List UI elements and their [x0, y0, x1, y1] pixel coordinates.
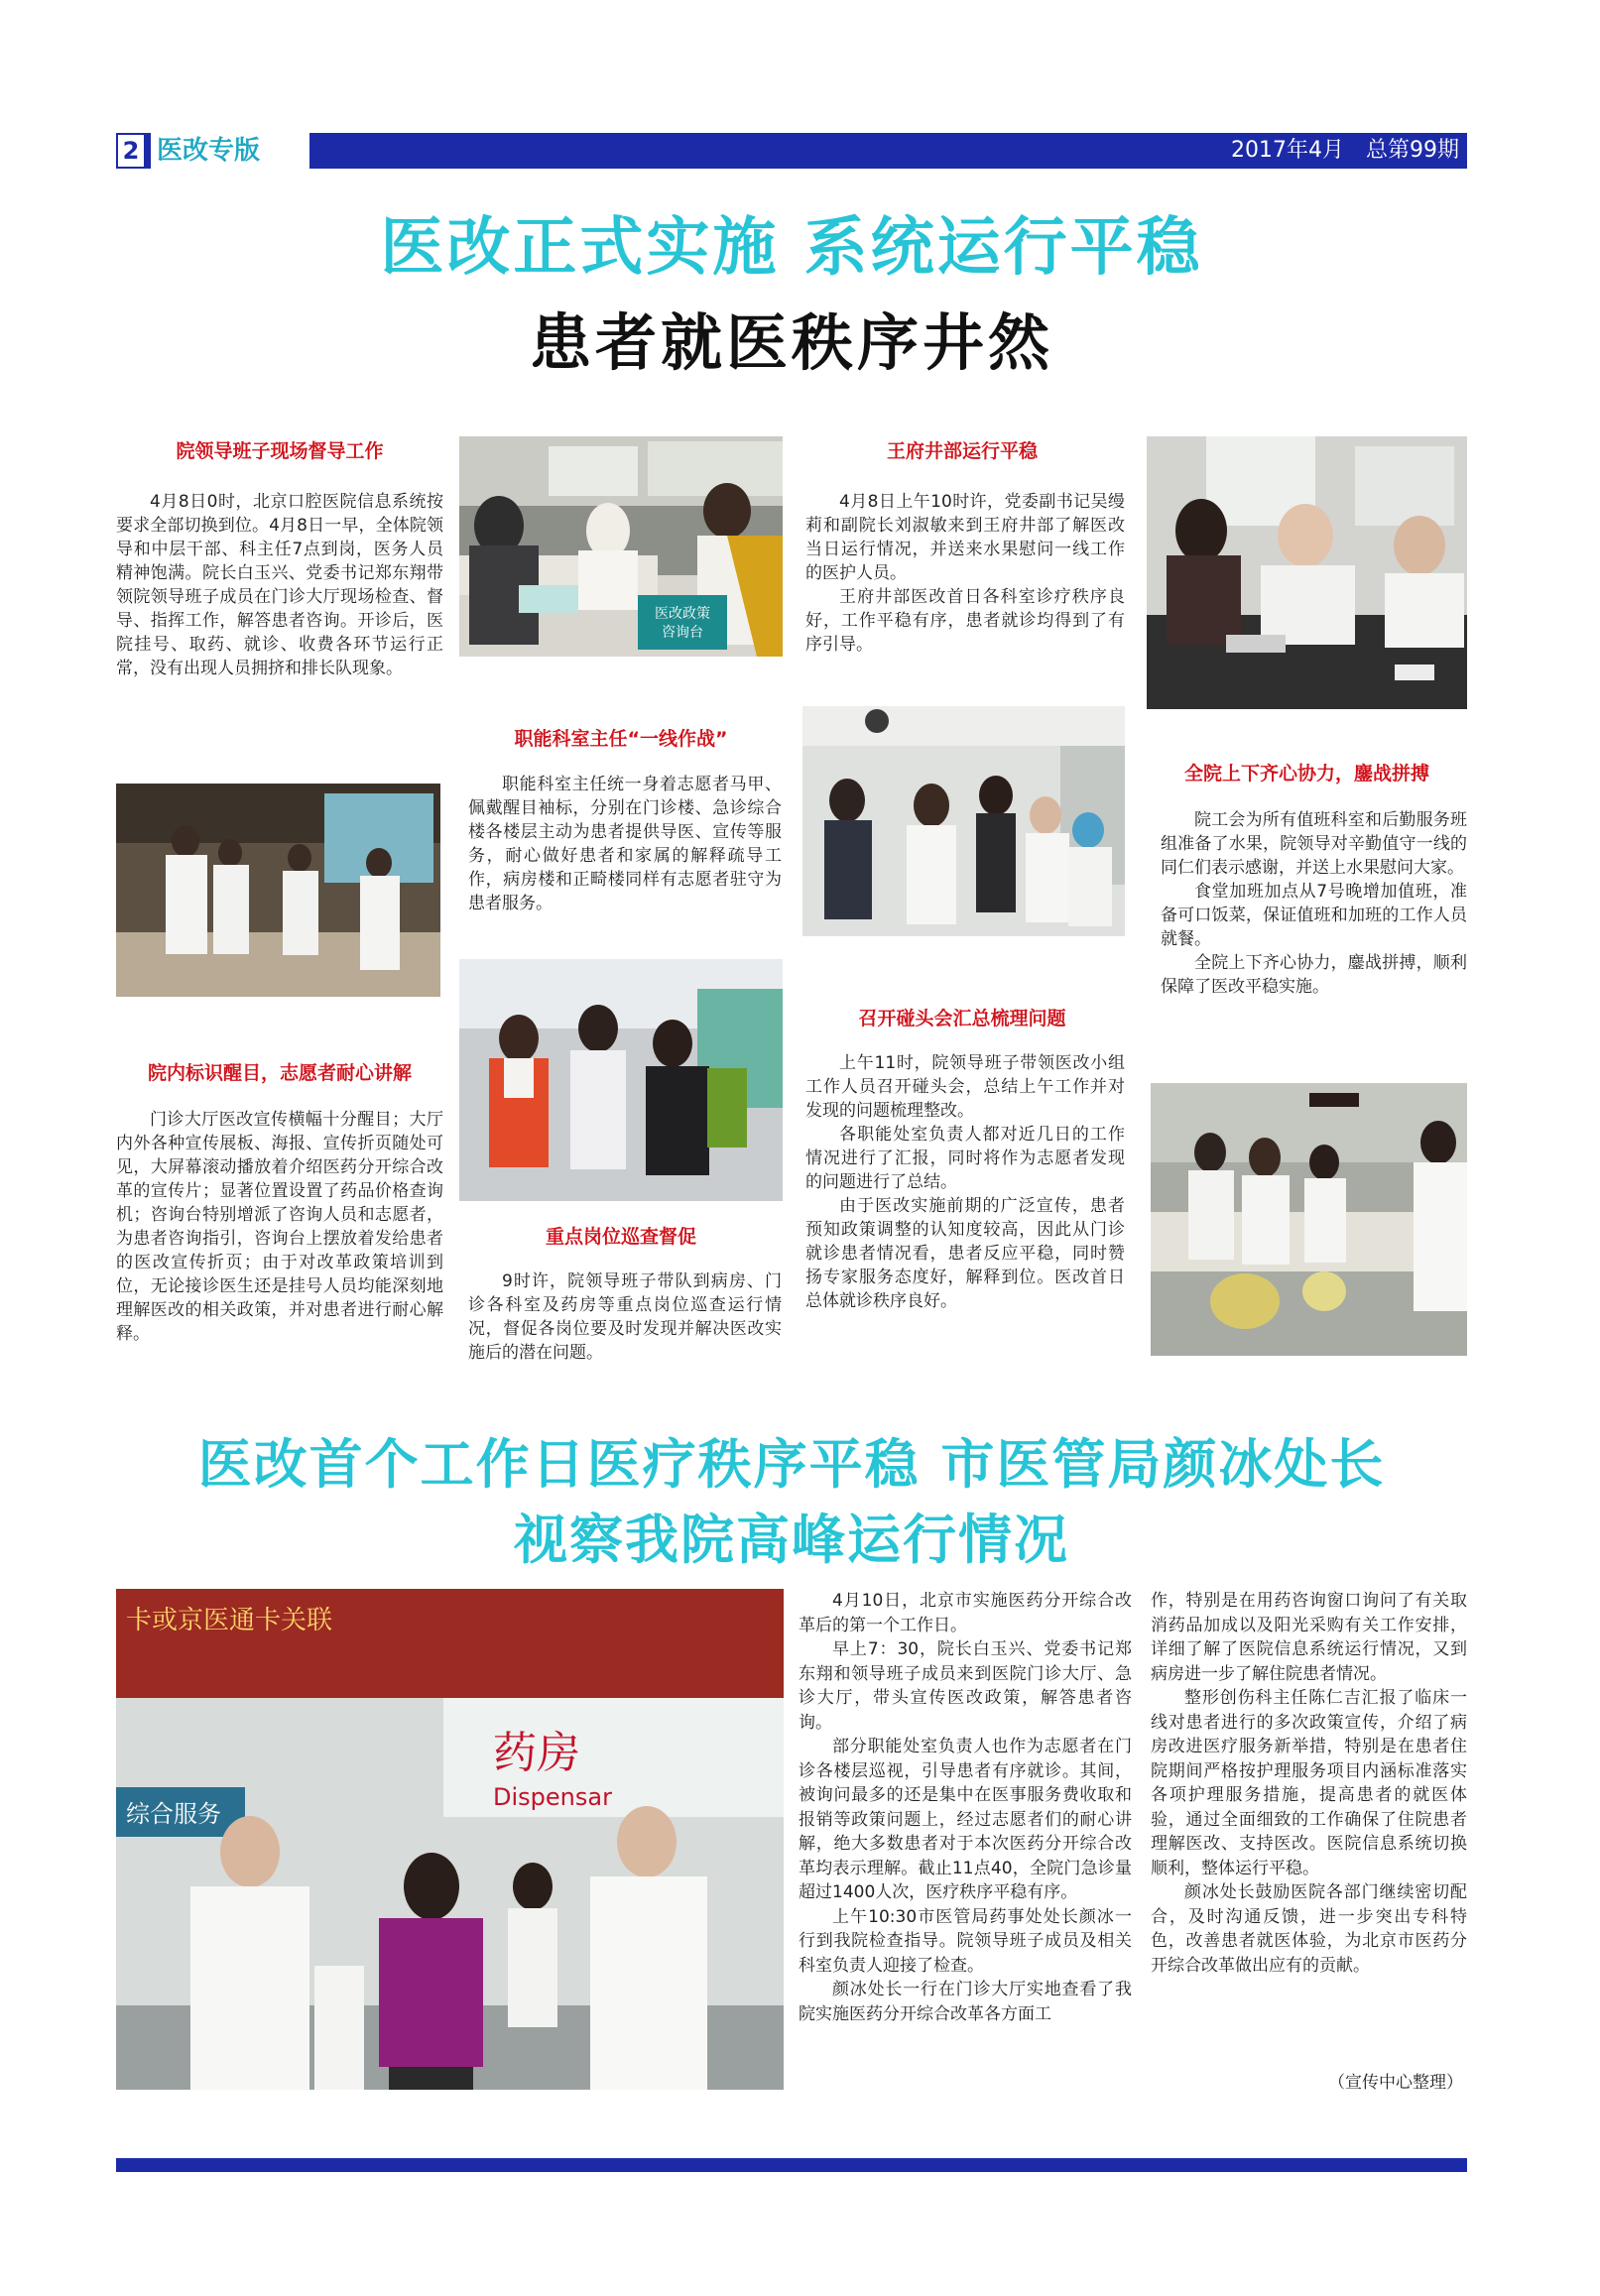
article-title: 全院上下齐心协力，鏖战拼搏: [1183, 763, 1429, 785]
article-title: 重点岗位巡查督促: [545, 1226, 696, 1248]
article-title: 院领导班子现场督导工作: [176, 440, 384, 462]
article-title: 院内标识醒目，志愿者耐心讲解: [147, 1062, 412, 1084]
paragraph: 王府井部医改首日各科室诊疗秩序良好，工作平稳有序，患者就诊均得到了有序引导。: [805, 587, 1125, 655]
paragraph: 职能科室主任统一身着志愿者马甲、佩戴醒目袖标，分别在门诊楼、急诊综合楼各楼层主动为患者提供导医、宣传等服务，耐心做好患者和家属的解释疏导工作，病房楼和正畸楼同样有志愿者驻守为患者服务。: [468, 775, 782, 913]
article-body: [116, 1108, 443, 1346]
paragraph: 部分职能处室负责人也作为志愿者在门诊各楼层巡视，引导患者有序就诊。其间，被询问最多的还是集中在医事服务费收取和报销等政策问题上，经过志愿者们的耐心讲解，绝大多数患者对于本次医药分开综合改革均表示理解。截止11点40，全院门急诊量超过1400人次，医疗秩序平稳有序。: [799, 1737, 1132, 1902]
article-title: 召开碰头会汇总梳理问题: [858, 1008, 1066, 1029]
photo-nurse-station: [1151, 1083, 1467, 1356]
footer-bar: [116, 2158, 1467, 2172]
paragraph: 作，特别是在用药咨询窗口询问了有关取消药品加成以及阳光采购有关工作安排，详细了解了医院信息系统运行情况，又到病房进一步了解住院患者情况。: [1151, 1591, 1467, 1684]
headline-sub: 患者就医秩序井然: [529, 306, 1053, 379]
paragraph: 由于医改实施前期的广泛宣传，患者预知政策调整的认知度较高，因此从门诊就诊患者情况看，患者反应平稳，同时赞扬专家服务态度好，解释到位。医改首日总体就诊秩序良好。: [805, 1196, 1125, 1311]
photo-wangfujing-visit: [802, 706, 1125, 936]
section-title: 医改专版: [151, 133, 309, 169]
service-sign: 综合服务: [126, 1800, 221, 1828]
photo-volunteers: [459, 959, 783, 1201]
article-b-column-1: [799, 1589, 1132, 2026]
pharmacy-sign: 药房: [493, 1728, 580, 1778]
photo-consultation-desk: [459, 436, 783, 657]
desk-sign-line2: 咨询台: [662, 625, 703, 641]
paragraph: 颜冰处长一行在门诊大厅实地查看了我院实施医药分开综合改革各方面工: [799, 1980, 1132, 2024]
paragraph: 9时许，院领导班子带队到病房、门诊各科室及药房等重点岗位巡查运行情况，督促各岗位要及时发现并解决医改实施后的潜在问题。: [468, 1271, 782, 1363]
paragraph: 院工会为所有值班科室和后勤服务班组准备了水果，院领导对辛勤值守一线的同仁们表示感谢，并送上水果慰问大家。: [1161, 810, 1467, 878]
photo-hall-inspection: [116, 784, 440, 997]
article-body: [468, 1269, 782, 1365]
article-title: 职能科室主任“一线作战”: [514, 728, 728, 750]
article-body: [805, 1051, 1125, 1313]
headline-main: 医改正式实施 系统运行平稳: [380, 211, 1203, 285]
headline2-sub: 视察我院高峰运行情况: [514, 1509, 1069, 1571]
paragraph: 4月8日0时，北京口腔医院信息系统按要求全部切换到位。4月8日一早，全体院领导和中层干部、科主任7点到岗，医务人员精神饱满。院长白玉兴、党委书记郑东翔带领院领导班子成员在门诊大厅现场检查、督导、指挥工作，解答患者咨询。开诊后，医院挂号、取药、就诊、收费各环节运行正常，没有出现人员拥挤和排长队现象。: [116, 492, 443, 678]
article-credit: （宣传中心整理）: [1328, 2073, 1463, 2093]
desk-sign-line1: 医改政策: [655, 606, 710, 622]
paragraph: 全院上下齐心协力，鏖战拼搏，顺利保障了医改平稳实施。: [1161, 953, 1467, 997]
article-body: [1161, 808, 1467, 999]
page-number: 2: [116, 133, 146, 169]
led-text: 卡或京医通卡关联: [126, 1606, 333, 1635]
paragraph: 整形创伤科主任陈仁吉汇报了临床一线对患者进行的多次政策宣传，介绍了病房改进医疗服务新举措，特别是在患者住院期间严格按护理服务项目内涵标准落实各项护理服务措施，提高患者的就医体验，通过全面细致的工作确保了住院患者理解医改、支持医改。医院信息系统切换顺利，整体运行平稳。: [1151, 1688, 1467, 1878]
article-b-column-2: [1151, 1589, 1467, 1978]
paragraph: 颜冰处长鼓励医院各部门继续密切配合，及时沟通反馈，进一步突出专科特色，改善患者就医体验，为北京市医药分开综合改革做出应有的贡献。: [1151, 1882, 1467, 1976]
photo-meeting: [1147, 436, 1467, 709]
paragraph: 早上7：30，院长白玉兴、党委书记郑东翔和领导班子成员来到医院门诊大厅、急诊大厅，带头宣传医改政策，解答患者咨询。: [799, 1639, 1132, 1733]
paragraph: 上午11时，院领导班子带领医改小组工作人员召开碰头会，总结上午工作并对发现的问题梳理整改。: [805, 1053, 1125, 1121]
photo-pharmacy-inspection: [116, 1589, 784, 2090]
paragraph: 食堂加班加点从7号晚增加值班，准备可口饭菜，保证值班和加班的工作人员就餐。: [1161, 882, 1467, 949]
paragraph: 4月10日，北京市实施医药分开综合改革后的第一个工作日。: [799, 1591, 1132, 1635]
paragraph: 门诊大厅医改宣传横幅十分醒目；大厅内外各种宣传展板、海报、宣传折页随处可见，大屏幕滚动播放着介绍医药分开综合改革的宣传片；显著位置设置了药品价格查询机；咨询台特别增派了咨询人员和志愿者，为患者咨询指引，咨询台上摆放着发给患者的医改宣传折页；由于对改革政策培训到位，无论接诊医生还是挂号人员均能深刻地理解医改的相关政策，并对患者进行耐心解释。: [116, 1110, 443, 1344]
article-body: [805, 490, 1125, 657]
paragraph: 各职能处室负责人都对近几日的工作情况进行了汇报，同时将作为志愿者发现的问题进行了总结。: [805, 1125, 1125, 1192]
paragraph: 4月8日上午10时许，党委副书记吴缦莉和副院长刘淑敏来到王府井部了解医改当日运行情况，并送来水果慰问一线工作的医护人员。: [805, 492, 1125, 583]
article-body: [116, 490, 443, 680]
issue-info: 2017年4月 总第99期: [1231, 138, 1459, 163]
headline2-main: 医改首个工作日医疗秩序平稳 市医管局颜冰处长: [197, 1433, 1386, 1496]
article-body: [468, 773, 782, 915]
article-title: 王府井部运行平稳: [886, 440, 1038, 462]
paragraph: 上午10:30市医管局药事处处长颜冰一行到我院检查指导。院领导班子成员及相关科室负责人迎接了检查。: [799, 1906, 1132, 1976]
pharmacy-en: Dispensar: [493, 1783, 612, 1811]
